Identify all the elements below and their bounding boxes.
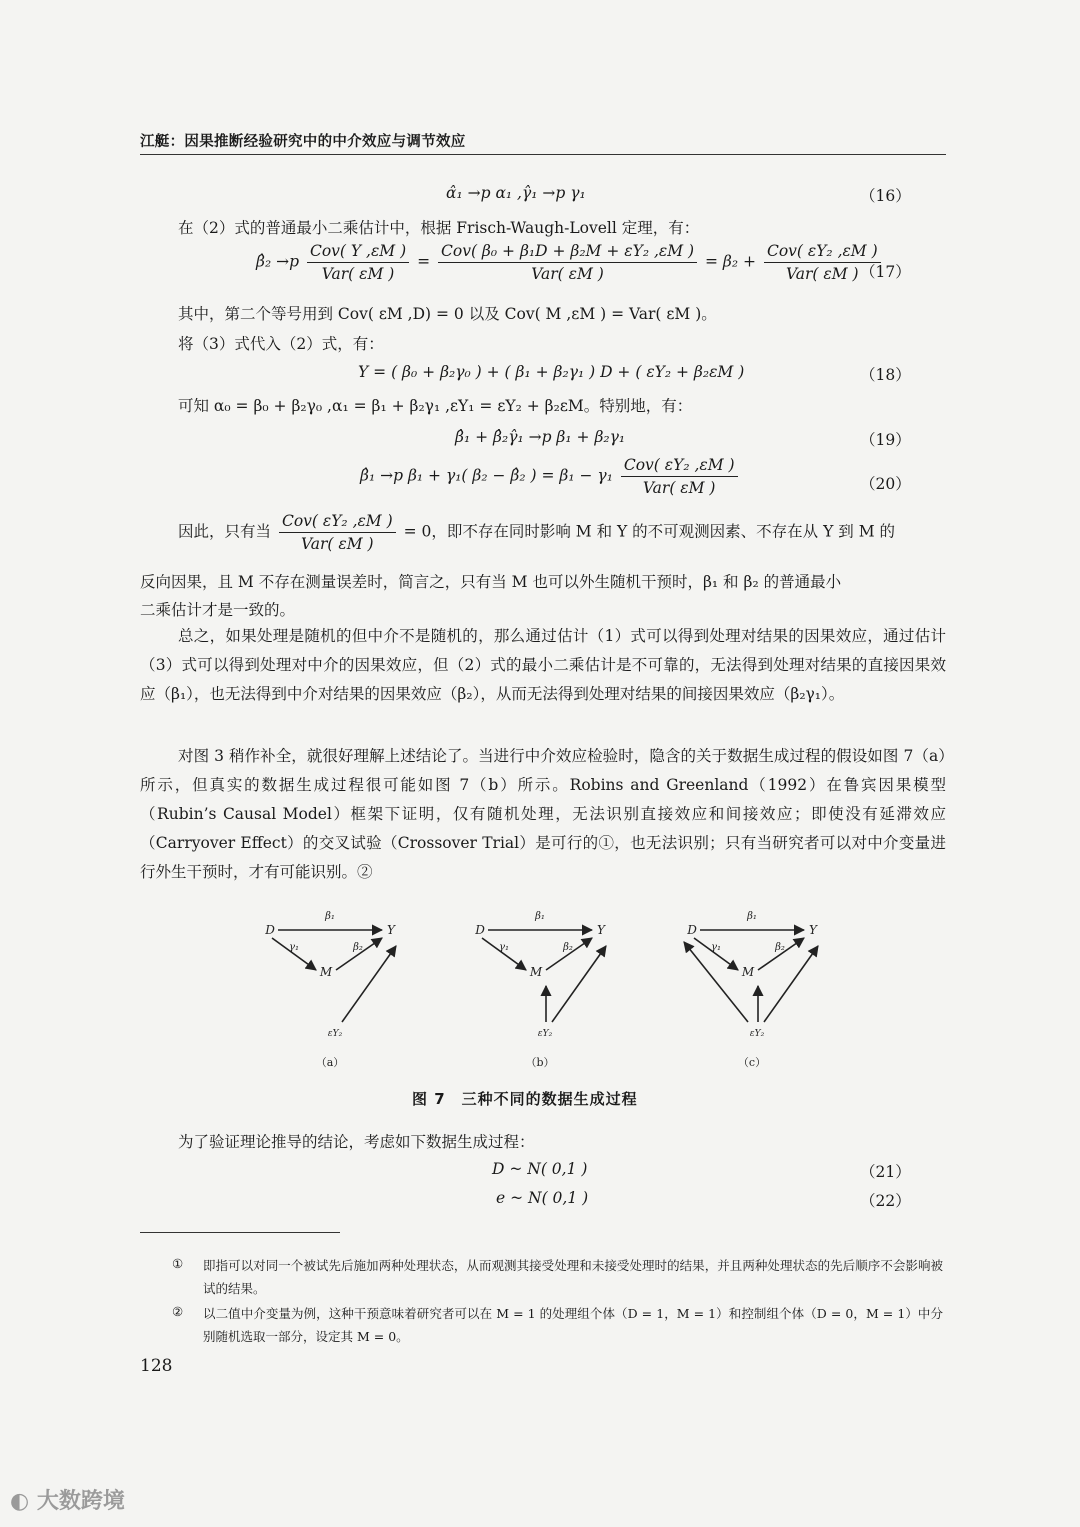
equation-18: Y = ( β₀ + β₂γ₀ ) + ( β₁ + β₂γ₁ ) D + ( εY₂ + β₂εM ) bbox=[358, 363, 745, 381]
eq20-lhs: β̂₁ →p β₁ + γ₁( β₂ − β̂₂ ) = β₁ − γ₁ bbox=[360, 466, 613, 485]
node-d-b: D bbox=[475, 923, 485, 937]
paragraph-figure-discussion: 对图 3 稍作补全，就很好理解上述结论了。当进行中介效应检验时，隐含的关于数据生成过程的假设如图 7（a）所示，但真实的数据生成过程很可能如图 7（b）所示。Robins and Greenland（1992）在鲁宾因果模型（Rubin’s Causal Model）框架下证明，仅有随机处理，无法识别直接效应和间接效应；即使没有延滞效应（Carryover Effect）的交叉试验（Crossover Trial）是可行的①，也无法识别；只有当研究者可以对中介变量进行外生干预时，才有可能识别。② bbox=[140, 747, 946, 881]
equation-number-20: （20） bbox=[860, 475, 911, 493]
equation-20 bbox=[360, 456, 741, 497]
equation-16: α̂₁ →p α₁ ,γ̂₁ →p γ₁ bbox=[446, 184, 586, 202]
node-e-c: εY₂ bbox=[749, 1029, 765, 1039]
panel-label-b: （b） bbox=[525, 1056, 555, 1069]
equation-21: D ~ N( 0,1 ) bbox=[492, 1160, 588, 1178]
arrow-e-y-c bbox=[764, 946, 818, 1022]
node-y-c: Y bbox=[809, 923, 817, 937]
running-header: 江艇：因果推断经验研究中的中介效应与调节效应 bbox=[140, 134, 466, 150]
equation-number-22: （22） bbox=[860, 1192, 911, 1210]
node-y-a: Y bbox=[387, 923, 395, 937]
watermark-logo bbox=[10, 1484, 125, 1515]
text-line-dgp: 为了验证理论推导的结论，考虑如下数据生成过程： bbox=[178, 1133, 535, 1151]
node-m-b: M bbox=[529, 965, 543, 979]
equation-number-18: （18） bbox=[860, 366, 911, 384]
arrow-e-y-b bbox=[552, 946, 606, 1022]
eq17-f3-den: Var( εM ) bbox=[786, 265, 859, 283]
text-line-fwl: 在（2）式的普通最小二乘估计中，根据 Frisch-Waugh-Lovell 定理，有： bbox=[178, 219, 700, 237]
node-e-b: εY₂ bbox=[537, 1029, 553, 1039]
node-e-a: εY₂ bbox=[327, 1029, 343, 1039]
equation-22: e ~ N( 0,1 ) bbox=[496, 1189, 589, 1207]
equation-number-19: （19） bbox=[860, 431, 911, 449]
eq17-f2-den: Var( εM ) bbox=[531, 265, 604, 283]
footnote-1-mark: ① bbox=[172, 1256, 184, 1271]
node-d-c: D bbox=[687, 923, 697, 937]
label-beta2-b: β₂ bbox=[563, 942, 573, 953]
therefore-post: = 0，即不存在同时影响 M 和 Y 的不可观测因素、不存在从 Y 到 M 的 bbox=[403, 522, 895, 541]
footnote-2-mark: ② bbox=[172, 1304, 184, 1319]
node-m-c: M bbox=[741, 965, 755, 979]
eq17-f1-num: Cov( Y ,εM ) bbox=[307, 242, 409, 263]
equation-19: β̂₁ + β̂₂γ̂₁ →p β₁ + β₂γ₁ bbox=[455, 428, 626, 446]
eq17-lhs: β̂₂ →p bbox=[256, 252, 300, 271]
eq20-fraction bbox=[621, 456, 738, 497]
text-line-reverse: 反向因果，且 M 不存在测量误差时，简言之，只有当 M 也可以外生随机干预时，β₁ 和 β₂ 的普通最小 bbox=[140, 573, 842, 591]
label-beta1-c: β₁ bbox=[747, 911, 757, 922]
eq17-f2-num: Cov( β₀ + β₁D + β₂M + εY₂ ,εM ) bbox=[438, 242, 697, 263]
eq17-mid: = β₂ + bbox=[705, 252, 757, 271]
eq17-equals: = bbox=[417, 252, 431, 271]
therefore-fraction bbox=[279, 512, 396, 553]
label-gamma1-a: γ₁ bbox=[289, 942, 299, 953]
equation-17 bbox=[256, 242, 884, 283]
footnote-2: 以二值中介变量为例，这种干预意味着研究者可以在 M = 1 的处理组个体（D = 1，M = 1）和控制组个体（D = 0，M = 1）中分别随机选取一部分，设定其 M = 0。 bbox=[203, 1306, 943, 1344]
eq20-f-den: Var( εM ) bbox=[642, 479, 716, 497]
panel-label-a: （a） bbox=[315, 1056, 345, 1069]
paragraph-summary: 总之，如果处理是随机的但中介不是随机的，那么通过估计（1）式可以得到处理对结果的因果效应，通过估计（3）式可以得到处理对中介的因果效应，但（2）式的最小二乘估计是不可靠的，无法得到处理对结果的直接因果效应（β₁），也无法得到中介对结果的因果效应（β₂），从而无法得到处理对结果的间接因果效应（β₂γ₁）。 bbox=[140, 627, 946, 703]
eq20-f-num: Cov( εY₂ ,εM ) bbox=[621, 456, 738, 477]
eq17-f3-num: Cov( εY₂ ,εM ) bbox=[764, 242, 881, 263]
text-line-substitute: 将（3）式代入（2）式，有： bbox=[178, 335, 384, 353]
equation-number-16: （16） bbox=[860, 187, 911, 205]
text-line-alpha: 可知 α₀ = β₀ + β₂γ₀ ,α₁ = β₁ + β₂γ₁ ,εY₁ = εY₂ + β₂εM。特别地，有： bbox=[178, 397, 693, 415]
node-d-a: D bbox=[265, 923, 275, 937]
equation-number-21: （21） bbox=[860, 1163, 911, 1181]
label-beta1-b: β₁ bbox=[535, 911, 545, 922]
label-beta2-a: β₂ bbox=[353, 942, 363, 953]
eq17-fraction-1 bbox=[307, 242, 409, 283]
footnote-rule bbox=[140, 1232, 340, 1233]
therefore-pre: 因此，只有当 bbox=[178, 522, 272, 541]
panel-label-c: （c） bbox=[737, 1056, 767, 1069]
label-beta1-a: β₁ bbox=[325, 911, 335, 922]
eq17-fraction-2 bbox=[438, 242, 697, 283]
label-gamma1-b: γ₁ bbox=[499, 942, 509, 953]
figure-caption: 图 7 三种不同的数据生成过程 bbox=[412, 1090, 638, 1108]
figure-7-diagrams bbox=[250, 900, 830, 1080]
text-line-cov: 其中，第二个等号用到 Cov( εM ,D) = 0 以及 Cov( M ,εM ) = Var( εM )。 bbox=[178, 305, 717, 323]
header-rule bbox=[140, 154, 946, 155]
arrow-e-y-a bbox=[342, 946, 396, 1022]
text-line-therefore bbox=[178, 512, 895, 553]
therefore-f-num: Cov( εY₂ ,εM ) bbox=[279, 512, 396, 533]
footnote-1: 即指可以对同一个被试先后施加两种处理状态，从而观测其接受处理和未接受处理时的结果，并且两种处理状态的先后顺序不会影响被试的结果。 bbox=[203, 1258, 943, 1296]
node-y-b: Y bbox=[597, 923, 605, 937]
logo-icon: ◐ bbox=[10, 1489, 30, 1514]
watermark-text: 大数跨境 bbox=[36, 1489, 125, 1514]
text-line-consistent: 二乘估计才是一致的。 bbox=[140, 601, 296, 619]
node-m-a: M bbox=[319, 965, 333, 979]
label-beta2-c: β₂ bbox=[775, 942, 785, 953]
equation-number-17: （17） bbox=[860, 263, 911, 281]
page-number: 128 bbox=[140, 1356, 173, 1376]
label-gamma1-c: γ₁ bbox=[711, 942, 721, 953]
therefore-f-den: Var( εM ) bbox=[301, 535, 374, 553]
eq17-f1-den: Var( εM ) bbox=[321, 265, 395, 283]
